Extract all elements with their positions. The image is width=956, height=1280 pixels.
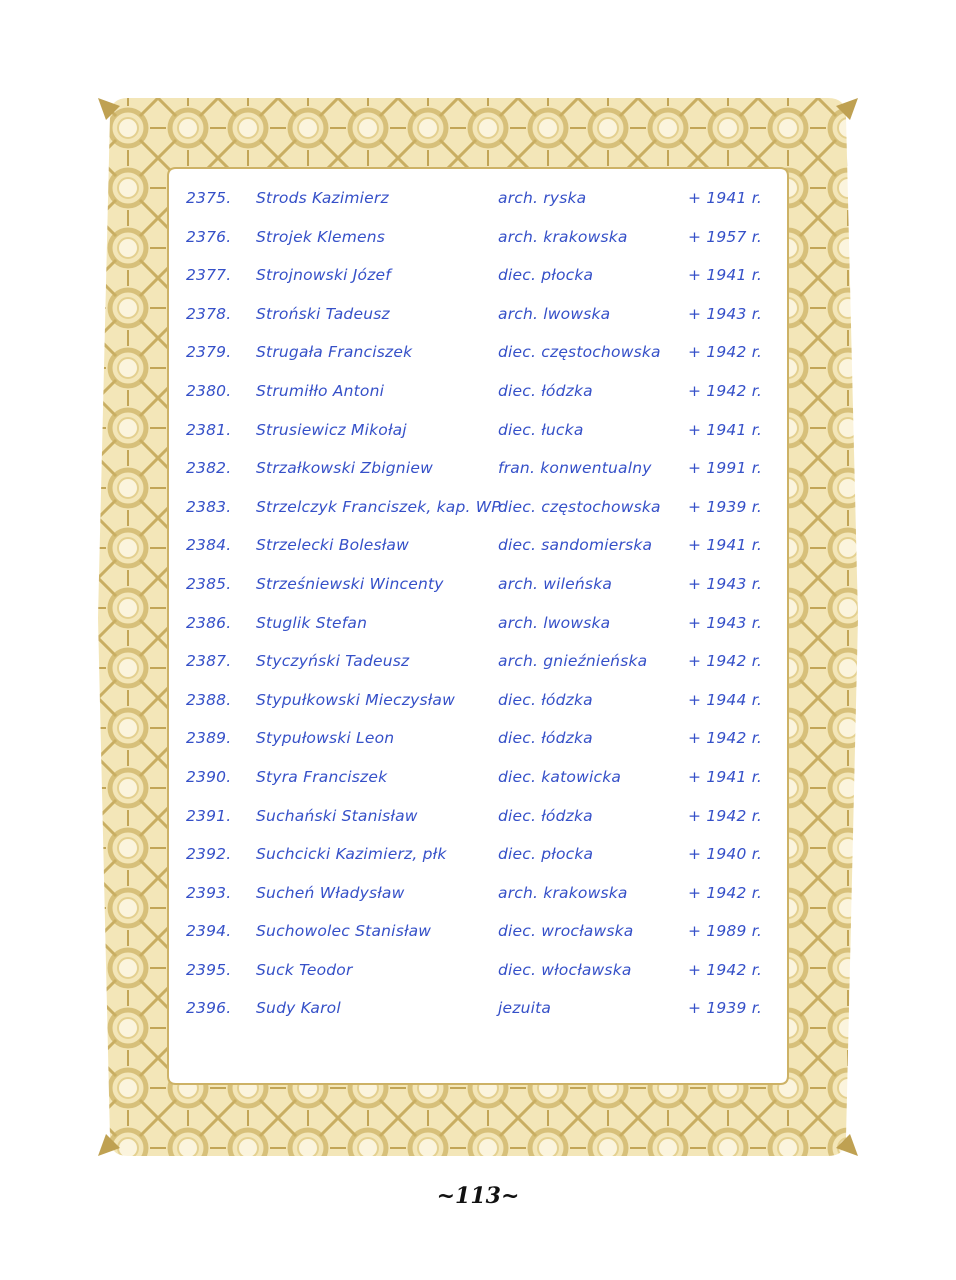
- entry-diocese: diec. wrocławska: [498, 922, 634, 941]
- entry-number: 2391.: [186, 806, 232, 825]
- entry-number: 2387.: [186, 652, 232, 671]
- entry-name: Strześniewski Wincenty: [256, 574, 444, 593]
- entry-row: [186, 913, 776, 952]
- entry-row: [186, 682, 776, 721]
- entry-name: Suchcicki Kazimierz, płk: [256, 845, 447, 864]
- entry-death: + 1939 r.: [688, 999, 762, 1018]
- entry-row: [186, 952, 776, 991]
- entry-name: Strojek Klemens: [256, 227, 386, 246]
- entry-number: 2378.: [186, 304, 232, 323]
- entry-name: Styra Franciszek: [256, 767, 388, 786]
- entry-diocese: arch. lwowska: [498, 304, 611, 323]
- entry-death: + 1941 r.: [688, 189, 762, 207]
- entry-row: [186, 527, 776, 566]
- entry-death: + 1942 r.: [688, 883, 762, 902]
- entry-death: + 1939 r.: [688, 497, 762, 516]
- entry-name: Suchowolec Stanisław: [256, 922, 432, 941]
- entry-row: [186, 605, 776, 644]
- entry-number: 2386.: [186, 613, 232, 632]
- entry-diocese: diec. sandomierska: [498, 536, 653, 555]
- entry-death: + 1942 r.: [688, 652, 762, 671]
- entry-row: [186, 412, 776, 451]
- entry-death: + 1942 r.: [688, 343, 762, 362]
- entry-name: Stypułowski Leon: [256, 729, 395, 748]
- entry-number: 2377.: [186, 266, 232, 285]
- entry-diocese: diec. łucka: [498, 420, 584, 439]
- entry-diocese: diec. włocławska: [498, 960, 632, 979]
- entry-row: [186, 180, 776, 219]
- entry-number: 2394.: [186, 922, 232, 941]
- entry-death: + 1940 r.: [688, 845, 762, 864]
- entry-death: + 1944 r.: [688, 690, 762, 709]
- entry-row: [186, 643, 776, 682]
- entry-death: + 1942 r.: [688, 806, 762, 825]
- entry-name: Suchański Stanisław: [256, 806, 418, 825]
- entry-diocese: arch. ryska: [498, 189, 587, 207]
- entry-name: Strzelczyk Franciszek, kap. WP: [256, 497, 501, 516]
- entry-number: 2383.: [186, 497, 232, 516]
- entry-row: [186, 759, 776, 798]
- entry-name: Sucheń Władysław: [256, 883, 405, 902]
- entry-row: [186, 257, 776, 296]
- entry-number: 2376.: [186, 227, 232, 246]
- entry-death: + 1942 r.: [688, 381, 762, 400]
- entry-number: 2390.: [186, 767, 232, 786]
- entry-row: [186, 450, 776, 489]
- entry-diocese: jezuita: [498, 999, 552, 1018]
- register-entries: [186, 180, 776, 1029]
- entry-death: + 1943 r.: [688, 613, 762, 632]
- entry-number: 2385.: [186, 574, 232, 593]
- entry-number: 2382.: [186, 459, 232, 478]
- entry-death: + 1942 r.: [688, 960, 762, 979]
- entry-death: + 1957 r.: [688, 227, 762, 246]
- entry-death: + 1943 r.: [688, 304, 762, 323]
- entry-number: 2392.: [186, 845, 232, 864]
- entry-death: + 1989 r.: [688, 922, 762, 941]
- entry-row: [186, 836, 776, 875]
- entry-diocese: arch. wileńska: [498, 574, 613, 593]
- entry-number: 2384.: [186, 536, 232, 555]
- entry-number: 2381.: [186, 420, 232, 439]
- entry-diocese: diec. łódzka: [498, 381, 593, 400]
- entry-name: Strzałkowski Zbigniew: [256, 459, 433, 478]
- entry-row: [186, 489, 776, 528]
- entry-name: Strzelecki Bolesław: [256, 536, 409, 555]
- entry-death: + 1943 r.: [688, 574, 762, 593]
- entry-number: 2375.: [186, 189, 232, 207]
- entry-diocese: diec. łódzka: [498, 729, 593, 748]
- entry-number: 2388.: [186, 690, 232, 709]
- entry-diocese: arch. lwowska: [498, 613, 611, 632]
- entry-diocese: diec. częstochowska: [498, 497, 661, 516]
- entry-name: Stroński Tadeusz: [256, 304, 390, 323]
- entry-death: + 1941 r.: [688, 420, 762, 439]
- entry-diocese: arch. gnieźnieńska: [498, 652, 648, 671]
- entry-name: Stypułkowski Mieczysław: [256, 690, 455, 709]
- entry-diocese: arch. krakowska: [498, 227, 628, 246]
- entry-name: Suck Teodor: [256, 960, 353, 979]
- entry-number: 2380.: [186, 381, 232, 400]
- entry-death: + 1991 r.: [688, 459, 762, 478]
- entry-name: Strods Kazimierz: [256, 189, 389, 207]
- entry-diocese: diec. katowicka: [498, 767, 622, 786]
- entry-row: [186, 798, 776, 837]
- entry-number: 2395.: [186, 960, 232, 979]
- entry-number: 2396.: [186, 999, 232, 1018]
- entry-death: + 1942 r.: [688, 729, 762, 748]
- entry-row: [186, 373, 776, 412]
- entry-death: + 1941 r.: [688, 266, 762, 285]
- entry-number: 2393.: [186, 883, 232, 902]
- entry-name: Strugała Franciszek: [256, 343, 413, 362]
- entry-death: + 1941 r.: [688, 767, 762, 786]
- entry-row: [186, 566, 776, 605]
- entry-row: [186, 296, 776, 335]
- entry-diocese: arch. krakowska: [498, 883, 628, 902]
- entry-row: [186, 720, 776, 759]
- entry-name: Strusiewicz Mikołaj: [256, 420, 407, 439]
- entry-name: Stuglik Stefan: [256, 613, 368, 632]
- entry-diocese: diec. częstochowska: [498, 343, 661, 362]
- entry-row: [186, 990, 776, 1029]
- entry-diocese: diec. łódzka: [498, 806, 593, 825]
- page-number: ~113~: [436, 1183, 520, 1209]
- entry-row: [186, 334, 776, 373]
- entry-row: [186, 875, 776, 914]
- entry-diocese: diec. łódzka: [498, 690, 593, 709]
- entry-name: Sudy Karol: [256, 999, 341, 1018]
- entry-diocese: diec. płocka: [498, 266, 594, 285]
- entry-diocese: fran. konwentualny: [498, 459, 652, 478]
- entry-name: Strojnowski Józef: [256, 266, 391, 285]
- entry-name: Strumiłło Antoni: [256, 381, 385, 400]
- entry-name: Styczyński Tadeusz: [256, 652, 410, 671]
- entry-death: + 1941 r.: [688, 536, 762, 555]
- entry-number: 2389.: [186, 729, 232, 748]
- entry-diocese: diec. płocka: [498, 845, 594, 864]
- entry-row: [186, 219, 776, 258]
- entry-number: 2379.: [186, 343, 232, 362]
